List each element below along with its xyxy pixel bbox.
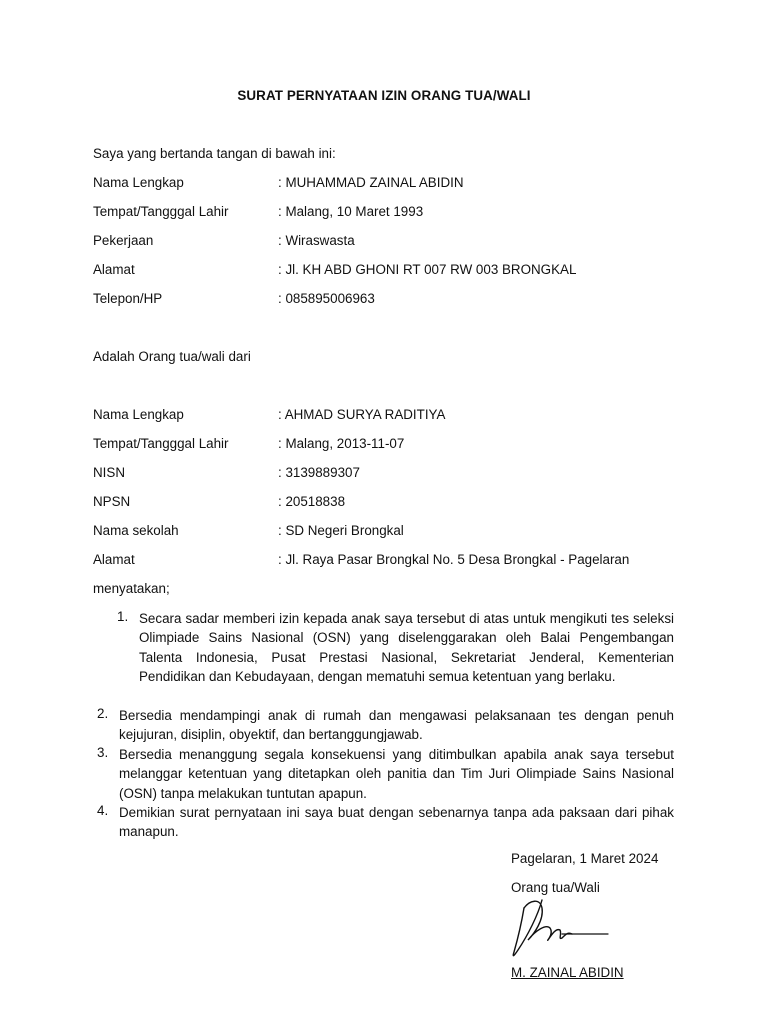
parent-job-label: Pekerjaan [93, 233, 154, 248]
child-npsn-value: : 20518838 [278, 494, 346, 509]
parent-name-value: : MUHAMMAD ZAINAL ABIDIN [278, 175, 464, 190]
child-nisn-value: : 3139889307 [278, 465, 360, 480]
child-school-label: Nama sekolah [93, 523, 179, 538]
parent-address-label: Alamat [93, 262, 135, 277]
signature-image [500, 890, 620, 965]
list-item-text: Secara sadar memberi izin kepada anak saya tersebut di atas untuk mengikuti tes seleksi Olimpiade Sains Nasional (OSN) yang diselenggarakan oleh Balai Pengembangan Talenta Indonesia, Pusat Prestasi Nasional, Sekretariat Jenderal, Kementerian Pendidikan dan Kebudayaan, dengan mematuhi semua ketentuan yang berlaku. [139, 611, 674, 685]
signer-role: Orang tua/Wali [511, 880, 600, 895]
list-item-number: 2. [97, 706, 109, 721]
child-name-label: Nama Lengkap [93, 407, 184, 422]
parent-address-value: : Jl. KH ABD GHONI RT 007 RW 003 BRONGKAL [278, 262, 577, 277]
parent-birth-label: Tempat/Tangggal Lahir [93, 204, 229, 219]
list-item-text: Bersedia menanggung segala konsekuensi yang ditimbulkan apabila anak saya tersebut melanggar ketentuan yang ditetapkan oleh panitia dan Tim Juri Olimpiade Sains Nasional (OSN) tanpa melakukan tuntutan apapun. [119, 747, 674, 801]
list-item-number: 4. [97, 803, 109, 818]
parent-birth-value: : Malang, 10 Maret 1993 [278, 204, 424, 219]
list-item-text: Bersedia mendampingi anak di rumah dan mengawasi pelaksanaan tes dengan penuh kejujuran, disiplin, obyektif, dan bertanggungjawab. [119, 708, 674, 743]
list-item-text: Demikian surat pernyataan ini saya buat dengan sebenarnya tanpa ada paksaan dari pihak manapun. [119, 805, 674, 840]
list-item-number: 1. [117, 609, 129, 624]
child-nisn-label: NISN [93, 465, 125, 480]
letter-title: SURAT PERNYATAAN IZIN ORANG TUA/WALI [237, 88, 531, 103]
declare-text: menyatakan; [93, 581, 170, 596]
parent-job-value: : Wiraswasta [278, 233, 355, 248]
child-address-label: Alamat [93, 552, 135, 567]
parent-name-label: Nama Lengkap [93, 175, 184, 190]
child-npsn-label: NPSN [93, 494, 131, 509]
child-birth-value: : Malang, 2013-11-07 [278, 436, 405, 451]
relation-text: Adalah Orang tua/wali dari [93, 349, 251, 364]
child-name-value: : AHMAD SURYA RADITIYA [278, 407, 446, 422]
child-birth-label: Tempat/Tangggal Lahir [93, 436, 229, 451]
parent-phone-label: Telepon/HP [93, 291, 163, 306]
child-school-value: : SD Negeri Brongkal [278, 523, 404, 538]
child-address-value: : Jl. Raya Pasar Brongkal No. 5 Desa Brongkal - Pagelaran [278, 552, 630, 567]
place-date: Pagelaran, 1 Maret 2024 [511, 851, 659, 866]
list-item-number: 3. [97, 745, 109, 760]
signer-name: M. ZAINAL ABIDIN [511, 965, 624, 980]
parent-phone-value: : 085895006963 [278, 291, 375, 306]
intro-text: Saya yang bertanda tangan di bawah ini: [93, 146, 336, 161]
